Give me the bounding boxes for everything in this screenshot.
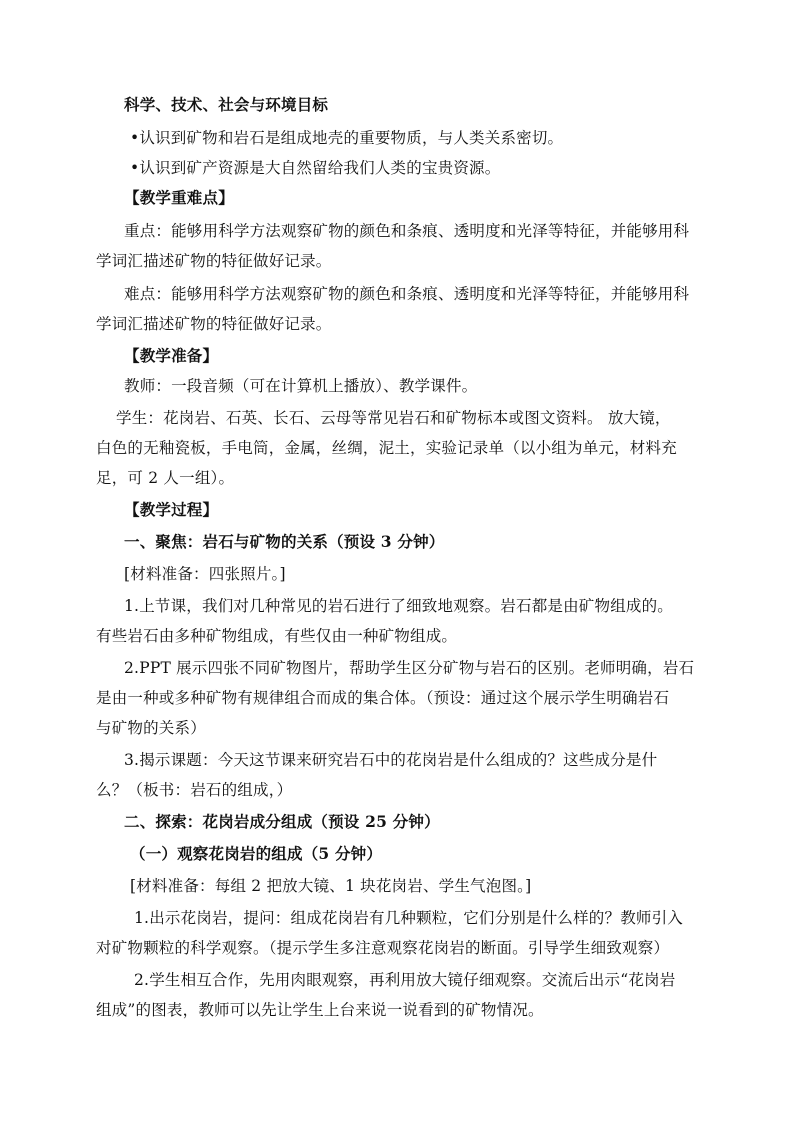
section-heading-sts-goals: 科学、技术、社会与环境目标 xyxy=(124,95,329,114)
student-preparation-line-3: 足，可 2 人一组）。 xyxy=(96,469,235,487)
part-one-step-2-line-1: 2.PPT 展示四张不同矿物图片，帮助学生区分矿物与岩石的区别。老师明确，岩石 xyxy=(124,659,695,677)
part-one-step-1-line-1: 1.上节课，我们对几种常见的岩石进行了细致地观察。岩石都是由矿物组成的。 xyxy=(124,597,673,615)
part-two-subheading: （一）观察花岗岩的组成（5 分钟） xyxy=(130,844,383,863)
part-one-heading: 一、聚焦：岩石与矿物的关系（预设 3 分钟） xyxy=(124,532,445,551)
part-two-step-1-line-2: 对矿物颗粒的科学观察。（提示学生多注意观察花岗岩的断面。引导学生细致观察） xyxy=(96,939,670,957)
key-point-text-line-2: 学词汇描述矿物的特征做好记录。 xyxy=(96,252,332,270)
student-preparation-line-2: 白色的无釉瓷板，手电筒，金属，丝绸，泥土，实验记录单（以小组为单元，材料充 xyxy=(96,439,677,457)
difficulty-text-line-1: 难点：能够用科学方法观察矿物的颜色和条痕、透明度和光泽等特征，并能够用科 xyxy=(124,285,690,303)
part-two-materials: [材料准备：每组 2 把放大镜、1 块花岗岩、学生气泡图。] xyxy=(130,877,532,895)
difficulty-text-line-2: 学词汇描述矿物的特征做好记录。 xyxy=(96,315,332,333)
part-one-materials: [材料准备：四张照片。] xyxy=(124,565,286,583)
part-two-step-1-line-1: 1.出示花岗岩，提问：组成花岗岩有几种颗粒，它们分别是什么样的？教师引入 xyxy=(134,909,683,927)
part-two-step-2-line-1: 2.学生相互合作，先用肉眼观察，再利用放大镜仔细观察。交流后出示“花岗岩 xyxy=(134,971,676,989)
heading-teaching-process: 【教学过程】 xyxy=(124,500,219,519)
key-point-text-line-1: 重点：能够用科学方法观察矿物的颜色和条痕、透明度和光泽等特征，并能够用科 xyxy=(124,222,690,240)
part-one-step-2-line-3: 与矿物的关系） xyxy=(96,719,206,737)
part-two-step-2-line-2: 组成”的图表，教师可以先让学生上台来说一说看到的矿物情况。 xyxy=(96,1001,544,1019)
part-one-step-1-line-2: 有些岩石由多种矿物组成，有些仅由一种矿物组成。 xyxy=(96,627,458,645)
part-one-step-3-line-2: 么？（板书：岩石的组成，） xyxy=(96,781,293,799)
part-two-heading: 二、探索：花岗岩成分组成（预设 25 分钟） xyxy=(124,812,440,831)
part-one-step-2-line-2: 是由一种或多种矿物有规律组合而成的集合体。（预设：通过这个展示学生明确岩石 xyxy=(96,689,670,707)
heading-preparation: 【教学准备】 xyxy=(124,346,219,365)
goal-bullet-2: •认识到矿产资源是大自然留给我们人类的宝贵资源。 xyxy=(130,159,501,177)
part-one-step-3-line-1: 3.揭示课题：今天这节课来研究岩石中的花岗岩是什么组成的？这些成分是什 xyxy=(124,751,658,769)
goal-bullet-1: •认识到矿物和岩石是组成地壳的重要物质，与人类关系密切。 xyxy=(130,129,564,147)
teacher-preparation: 教师：一段音频（可在计算机上播放）、教学课件。 xyxy=(124,377,478,395)
heading-key-points: 【教学重难点】 xyxy=(124,188,234,207)
student-preparation-line-1: 学生：花岗岩、石英、长石、云母等常见岩石和矿物标本或图文资料。 放大镜， xyxy=(116,409,671,427)
